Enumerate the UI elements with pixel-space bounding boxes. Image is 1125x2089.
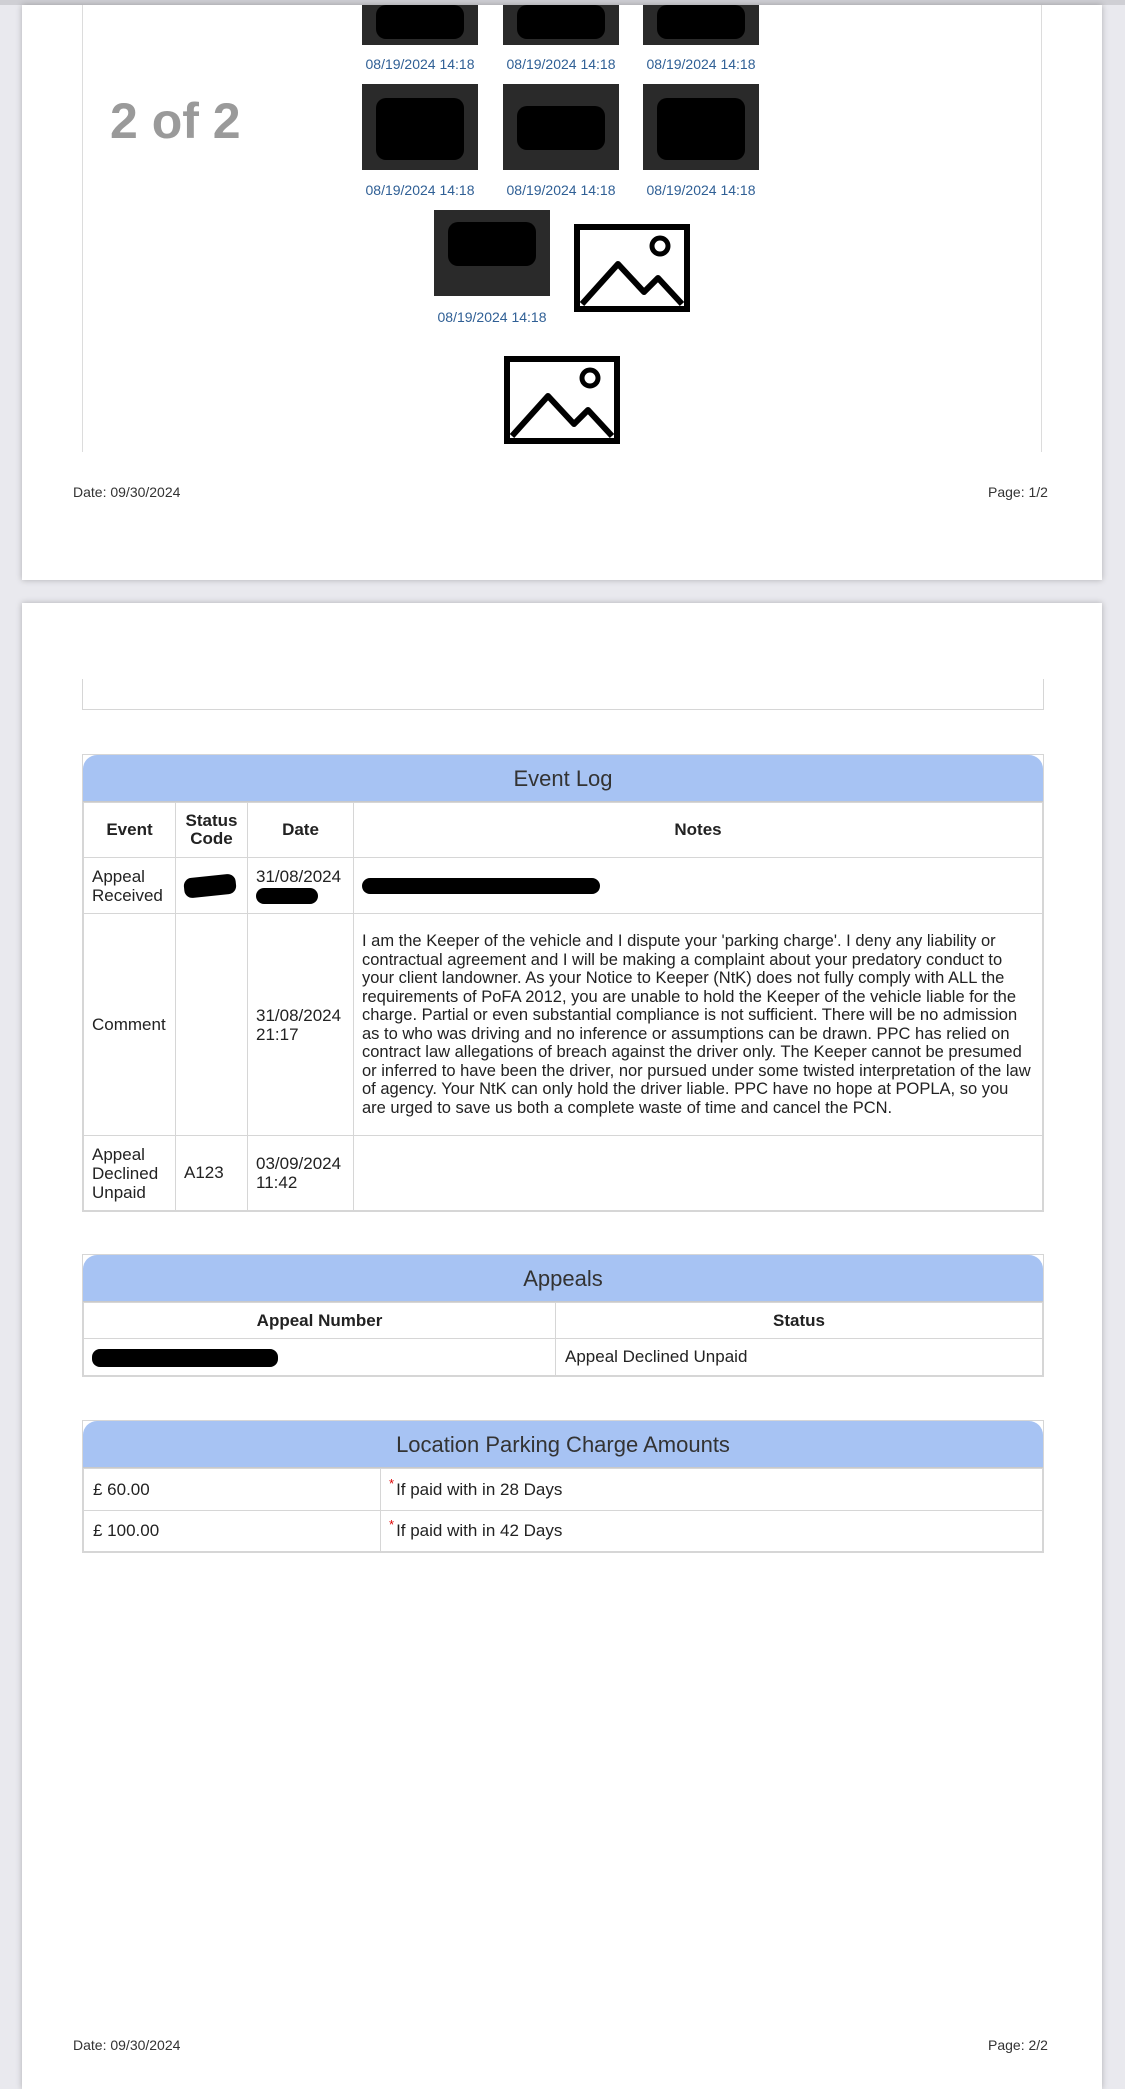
appeal-status-cell: Appeal Declined Unpaid [556,1339,1043,1376]
charge-amount-cell: £ 60.00 [84,1469,381,1511]
redaction [376,5,464,39]
photo-timestamp: 08/19/2024 14:18 [646,56,756,72]
photo-timestamp: 08/19/2024 14:18 [506,182,616,198]
notes-cell [354,858,1043,914]
charge-condition-cell [381,1469,1043,1511]
broken-image-icon [504,356,620,444]
photo-timestamp: 08/19/2024 14:18 [506,56,616,72]
table-row [84,1511,1043,1552]
column-header: Event [84,803,176,858]
appeals-table [83,1302,1043,1376]
column-header: Status [556,1303,1043,1339]
appeals-section [82,1254,1044,1377]
redaction [657,5,745,39]
table-row [84,1136,1043,1211]
redaction [256,888,318,904]
photo-timestamp: 08/19/2024 14:18 [365,56,475,72]
redaction [183,873,237,898]
photo-timestamp: 08/19/2024 14:18 [646,182,756,198]
evidence-photo[interactable] [362,84,478,170]
section-title: Event Log [83,755,1043,802]
redaction [362,878,600,894]
left-margin-line [82,5,83,452]
date-cell [248,858,354,914]
appeal-number-cell [84,1339,556,1376]
table-header-row [84,1303,1043,1339]
charge-condition-cell [381,1511,1043,1552]
date-cell: 31/08/2024 21:17 [248,914,354,1136]
charges-table [83,1468,1043,1552]
status-code-cell [176,914,248,1136]
empty-section [82,679,1044,710]
page-counter: 2 of 2 [110,93,241,149]
evidence-photo[interactable] [434,210,550,296]
section-title: Appeals [83,1255,1043,1302]
event-log-section [82,754,1044,1212]
table-row [84,1469,1043,1511]
event-cell: Appeal Declined Unpaid [84,1136,176,1211]
document-page-1 [22,5,1102,580]
required-asterisk: * [389,1475,395,1491]
event-cell: Appeal Received [84,858,176,914]
redaction [657,98,745,160]
evidence-photo[interactable] [643,84,759,170]
redaction [517,106,605,150]
evidence-photo[interactable] [503,5,619,45]
table-row [84,858,1043,914]
evidence-photo[interactable] [362,5,478,45]
notes-cell [354,1136,1043,1211]
footer-date: Date: 09/30/2024 [73,484,181,500]
photo-timestamp: 08/19/2024 14:18 [365,182,475,198]
event-log-table [83,802,1043,1211]
charge-condition-text: If paid with in 28 Days [396,1479,563,1499]
evidence-photo[interactable] [503,84,619,170]
date-cell: 03/09/2024 11:42 [248,1136,354,1211]
section-title: Location Parking Charge Amounts [83,1421,1043,1468]
table-header-row [84,803,1043,858]
redaction [448,222,536,266]
status-code-cell [176,858,248,914]
redaction [517,5,605,39]
broken-image-icon [574,224,690,312]
footer-page-number: Page: 2/2 [988,2037,1048,2053]
charge-condition-text: If paid with in 42 Days [396,1521,563,1540]
column-header: Date [248,803,354,858]
required-asterisk: * [389,1517,395,1532]
footer-page-number: Page: 1/2 [988,484,1048,500]
evidence-photo[interactable] [643,5,759,45]
column-header: Notes [354,803,1043,858]
charge-amount-cell: £ 100.00 [84,1511,381,1552]
notes-cell: I am the Keeper of the vehicle and I dispute your 'parking charge'. I deny any liability or contractual agreement and I will be making a complaint about your predatory conduct to your client landowner. As your Notice to Keeper (NtK) does not fully comply with ALL the requirements of PoFA 2012, you are unable to hold the Keeper of the vehicle liable for the charge. Partial or even substantial compliance is not sufficient. There will be no admission as to who was driving and no inference or assumptions can be drawn. PPC has relied on contract law allegations of breach against the driver only. The Keeper cannot be presumed or inferred to have been the driver, nor pursued under some twisted interpretation of the law of agency. Your NtK can only hold the driver liable. PPC have no hope at POPLA, so you are urged to save us both a complete waste of time and cancel the PCN. [354,914,1043,1136]
photo-timestamp: 08/19/2024 14:18 [437,309,547,325]
right-margin-line [1041,5,1042,452]
event-cell: Comment [84,914,176,1136]
column-header: Appeal Number [84,1303,556,1339]
parking-charges-section [82,1420,1044,1553]
status-code-cell: A123 [176,1136,248,1211]
footer-date: Date: 09/30/2024 [73,2037,181,2053]
column-header: Status Code [176,803,248,858]
date-text: 31/08/2024 [256,866,342,886]
table-row [84,914,1043,1136]
table-row [84,1339,1043,1376]
redaction [376,98,464,160]
redaction [92,1349,278,1367]
